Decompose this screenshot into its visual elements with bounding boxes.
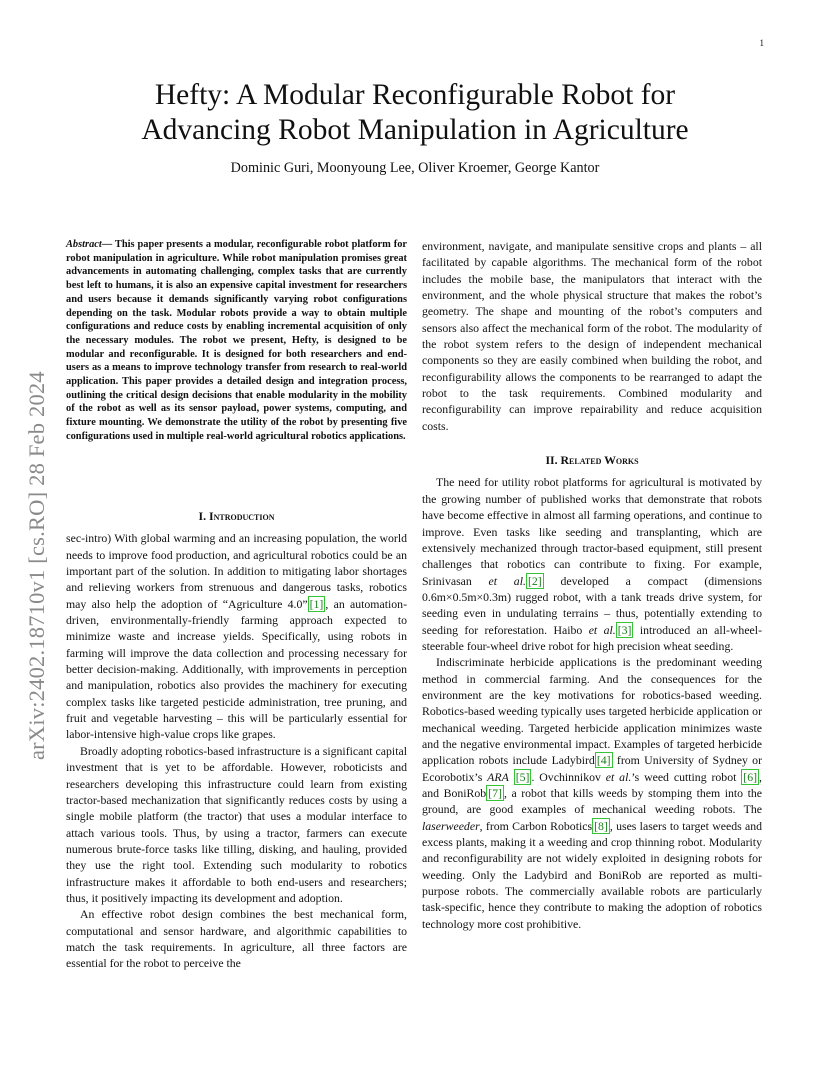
text-run: et al.	[488, 573, 526, 588]
text-run: . Ovchinnikov	[531, 769, 606, 784]
citation-link[interactable]: [3]	[617, 622, 632, 637]
text-run: developed a compact (dimensions 0.6m×0.5m×0.3m) rugged robot, with a tank treads drive system, for seeding even in undulating terrains – thus, potentially extending to seeding for reforestation. Haibo	[422, 573, 762, 637]
paper-title	[70, 78, 760, 148]
text-run: sec-intro) With global warming and an increasing population, the world needs to improve food production, and agricultural robotics could be an important part of the solution. In addition to mitigating labor shortages and relieving workers from strenuous and dangerous tasks, robotics may also help the adoption of “Agriculture 4.0”	[66, 531, 407, 611]
text-run: et al.	[605, 769, 632, 784]
citation-link[interactable]: [7]	[488, 786, 502, 800]
text-run: introduced an all-wheel-steerable four-wheel drive robot for high precision wheat seeding.	[422, 622, 762, 653]
text-run: laserweeder	[422, 818, 480, 833]
related-paragraph-2	[422, 654, 762, 932]
page-number: 1	[759, 38, 764, 48]
section-title: Related Works	[560, 453, 639, 468]
text-run: , a robot that kills weeds by stomping them into the ground, are good examples of mechanical weeding robots. The	[422, 786, 762, 817]
citation-link[interactable]: [8]	[594, 818, 608, 833]
text-run: from University of Sydney or Ecorobotix’s	[422, 753, 762, 784]
section-title: Introduction	[209, 509, 275, 523]
abstract	[66, 238, 407, 444]
section-heading-related-works	[422, 452, 762, 468]
text-run: The need for utility robot platforms for agricultural is motivated by the growing number of published works that demonstrate that robots have become effective in almost all farming operations, and continue to improve. Even tasks like seeding and transplanting, which are extensively mechanized through tractor-based equipment, still present challenges that robotics can contribute to fixing. For example, Srinivasan	[422, 475, 762, 588]
text-run: , an automation-driven, environmentally-friendly farming approach expected to minimize waste and increase yields. Specifically, using robots in farming will improve the data collection and processing necessary for better decision-making. Additionally, with improvements in perception and manipulation, robotics also provides the machinery for executing complex tasks like targeted pesticide administration, tree pruning, and fruit and vegetable harvesting – this will be particularly essential for labor-intensive high-value crops like grapes.	[66, 596, 407, 742]
intro-paragraph-3-continued: environment, navigate, and manipulate sensitive crops and plants – all facilitated by capable algorithms. The mechanical form of the robot includes the mobile base, the manipulators that interact with the environment, and the whole physical structure that makes the robot’s geometry. The shape and mounting of the robot’s computers and sensors also affect the mechanical form of the robot. The modularity of the robot system refers to the design of independent mechanical components so they are easily combined when building the robot, and reconfigurability allows the components to be rearranged to adapt the robot to the task requirements. Combined modularity and reconfigurability can improve repairability and reduce acquisition costs.	[422, 239, 762, 433]
citation-link[interactable]: [4]	[596, 753, 611, 768]
intro-paragraph-1	[66, 530, 407, 742]
section-number: II.	[545, 453, 561, 468]
citation-link[interactable]: [1]	[309, 596, 324, 611]
arxiv-sidebar-stamp: arXiv:2402.18710v1 [cs.RO] 28 Feb 2024	[24, 371, 49, 760]
abstract-body: This paper presents a modular, reconfigurable robot platform for robot manipulation in agriculture. While robot manipulation promises great advancements in automating challenging, complex tasks that are currently best left to humans, it is also an expensive capital investment for researchers and users because it demands significantly varying robot configurations depending on the task. Modular robots provide a way to obtain multiple configurations and reduce costs by enabling incremental acquisition of only the necessary modules. The robot we present, Hefty, is designed to be modular and reconfigurable. It is designed for both researchers and end-users as a means to improve technology transfer from research to real-world application. This paper provides a detailed design and integration process, outlining the critical design decisions that enable modularity in the mobility of the robot as well as its sensor payload, power systems, computing, and fixture mounting. We demonstrate the utility of the robot by presenting five configurations used in multiple real-world agricultural robotics applications.	[66, 239, 407, 442]
text-run: , uses lasers to target weeds and excess plants, making it a weeding and crop thinning robot. Modularity and reconfigurability are not widely exploited in designing robots for weeding. Only the Ladybird and BoniRob are reported as multi-purpose robots. The commercially available robots are particularly task-specific, hence they contribute to making the adoption of robotics technology more cost prohibitive.	[422, 818, 762, 931]
text-run: , from Carbon Robotics	[479, 818, 593, 833]
abstract-dash: —	[101, 239, 113, 250]
related-paragraph-1	[422, 474, 762, 654]
right-column	[422, 238, 762, 932]
author-list: Dominic Guri, Moonyoung Lee, Oliver Kroemer, George Kantor	[230, 160, 600, 176]
section-number: I.	[198, 509, 209, 523]
citation-link[interactable]: [6]	[743, 769, 758, 784]
title-line-2: Advancing Robot Manipulation in Agriculture	[141, 114, 689, 146]
title-line-1: Hefty: A Modular Reconfigurable Robot for	[154, 79, 676, 111]
text-run: ’s weed cutting robot	[631, 769, 742, 784]
text-run: et al.	[588, 622, 616, 637]
section-heading-introduction	[66, 508, 407, 524]
abstract-lead: Abstract	[66, 239, 102, 250]
intro-paragraph-3: An effective robot design combines the best mechanical form, computational and sensor hardware, and algorithmic capabilities to match the task requirements. In agriculture, all three factors are essential for the robot to perceive the	[66, 907, 407, 971]
text-run: ARA	[487, 769, 509, 784]
text-run: Indiscriminate herbicide applications is the predominant weeding method in commercial farming. And the consequences for the environment are the key motivations for robotics-based weeding. Robotics-based weeding typically uses targeted herbicide application or mechanical weeding. Targeted herbicide application minimizes waste and the negative environmental impact. Examples of targeted herbicide application robots include Ladybird	[422, 655, 762, 768]
left-column	[66, 508, 407, 972]
citation-link[interactable]: [2]	[527, 573, 542, 588]
intro-paragraph-2: Broadly adopting robotics-based infrastructure is a significant capital investment that is yet to be affordable. However, roboticists and researchers developing this infrastructure could learn from existing tractor-based mechanization that significantly reduces costs by using a single mobile platform (the tractor) that uses a modular interface to attach various tools. Thus, by using a tractor, farmers can execute numerous brute-force tasks like tilling, disking, and hauling, provided they use the right tool. Extending such modularity to robotics infrastructure makes it affordable to both end-users and researchers; thus, it positively impacting its development and adoption.	[66, 743, 407, 905]
citation-link[interactable]: [5]	[515, 769, 530, 784]
text-run: , and BoniRob	[422, 769, 762, 800]
